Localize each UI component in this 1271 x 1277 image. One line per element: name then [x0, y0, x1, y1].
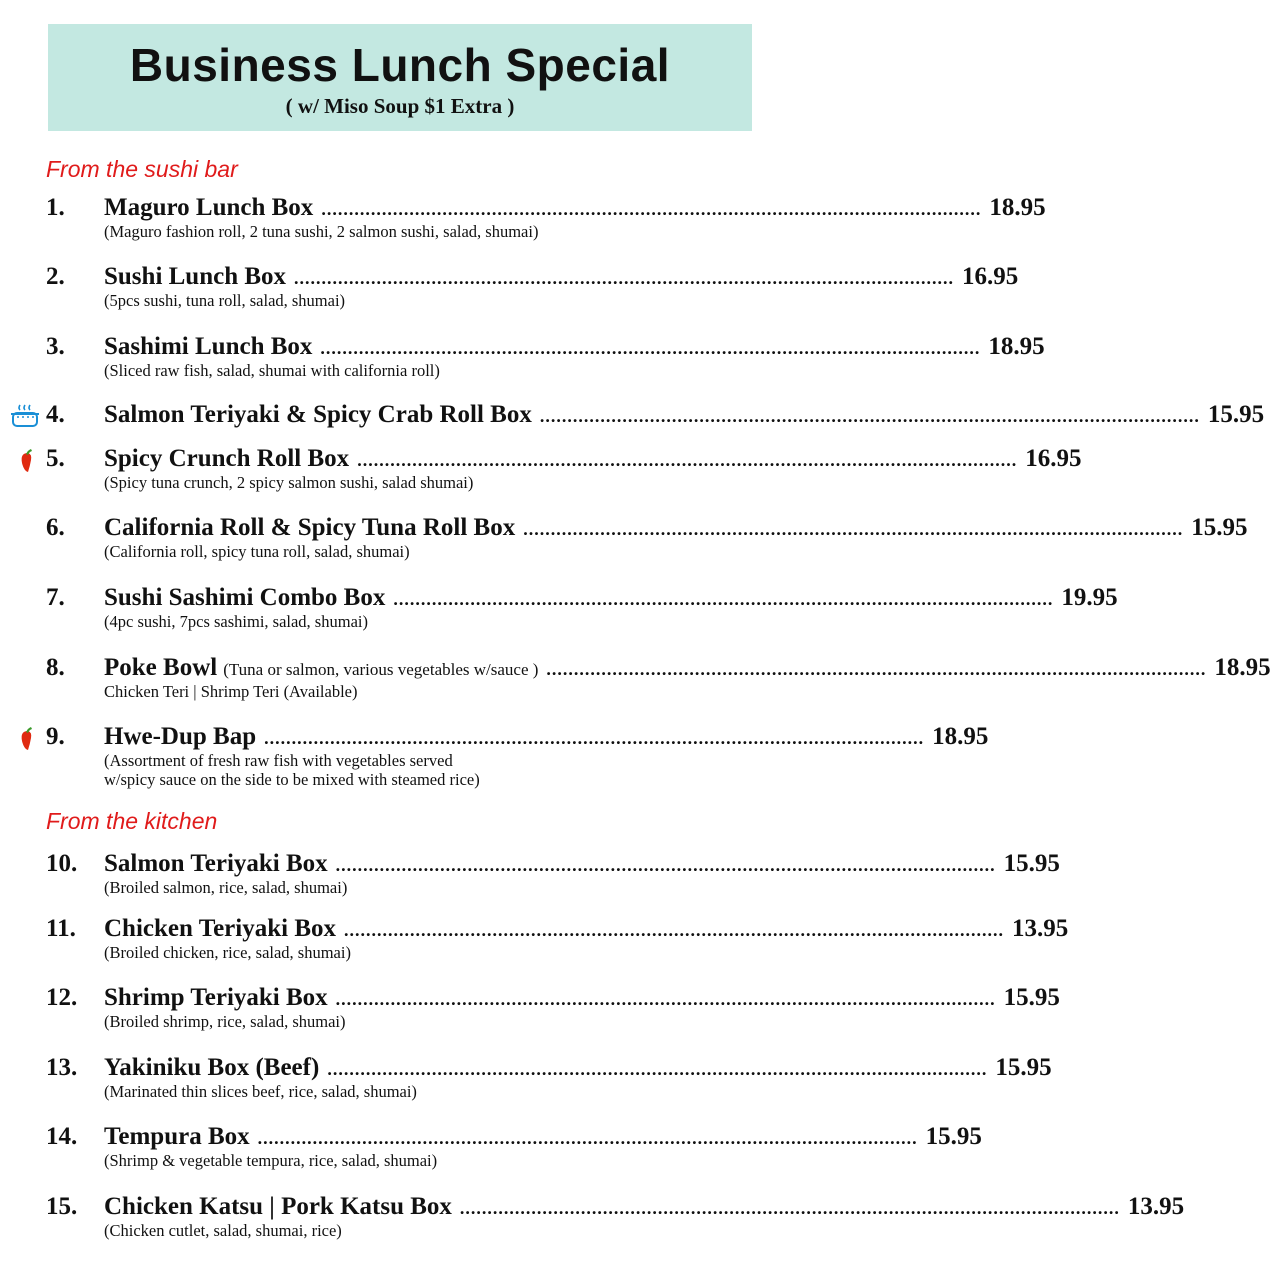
- item-name: Chicken Teriyaki Box: [104, 915, 336, 942]
- section-title-sushi-bar: From the sushi bar: [46, 156, 238, 182]
- dot-leader: ........................................................................................................................: [294, 268, 955, 288]
- item-number: 3.: [46, 333, 65, 360]
- item-name: Tempura Box: [104, 1123, 250, 1150]
- item-name: Yakiniku Box (Beef): [104, 1054, 320, 1081]
- item-price: 15.95: [1003, 850, 1060, 877]
- item-description: (Broiled salmon, rice, salad, shumai): [104, 878, 348, 897]
- item-name: California Roll & Spicy Tuna Roll Box: [104, 514, 516, 541]
- dot-leader: ........................................................................................................................: [539, 406, 1200, 426]
- item-number: 14.: [46, 1123, 78, 1150]
- item-number: 8.: [46, 654, 65, 681]
- item-number: 4.: [46, 401, 65, 428]
- item-price: 18.95: [932, 723, 989, 750]
- item-description: (California roll, spicy tuna roll, salad, shumai): [104, 542, 410, 561]
- item-price: 18.95: [989, 194, 1046, 221]
- dot-leader: ........................................................................................................................: [320, 338, 981, 358]
- item-note: (Tuna or salmon, various vegetables w/sauce ): [223, 660, 539, 679]
- dot-leader: ........................................................................................................................: [546, 659, 1207, 679]
- item-number: 2.: [46, 263, 65, 290]
- item-number: 15.: [46, 1193, 78, 1220]
- item-price: 18.95: [988, 333, 1045, 360]
- item-price: 15.95: [1191, 514, 1248, 541]
- item-description: Chicken Teri | Shrimp Teri (Available): [104, 682, 358, 701]
- dot-leader: ........................................................................................................................: [257, 1128, 918, 1148]
- dot-leader: ........................................................................................................................: [393, 589, 1054, 609]
- item-name: Sushi Lunch Box: [104, 263, 287, 290]
- dot-leader: ........................................................................................................................: [335, 989, 996, 1009]
- item-description: (Chicken cutlet, salad, shumai, rice): [104, 1221, 342, 1240]
- item-description: (Broiled shrimp, rice, salad, shumai): [104, 1012, 346, 1031]
- item-name: Salmon Teriyaki & Spicy Crab Roll Box: [104, 401, 532, 428]
- item-number: 1.: [46, 194, 65, 221]
- item-name: Salmon Teriyaki Box: [104, 850, 328, 877]
- menu-subtitle: ( w/ Miso Soup $1 Extra ): [285, 94, 515, 118]
- item-price: 15.95: [925, 1123, 982, 1150]
- item-name: Spicy Crunch Roll Box: [104, 445, 350, 472]
- item-description: (Broiled chicken, rice, salad, shumai): [104, 943, 351, 962]
- item-description: (Sliced raw fish, salad, shumai with california roll): [104, 361, 440, 380]
- item-description: (Shrimp & vegetable tempura, rice, salad, shumai): [104, 1151, 438, 1170]
- item-number: 12.: [46, 984, 78, 1011]
- item-name: Hwe-Dup Bap: [104, 723, 257, 750]
- item-number: 10.: [46, 850, 78, 877]
- item-name: Sushi Sashimi Combo Box: [104, 584, 386, 611]
- dot-leader: ........................................................................................................................: [264, 728, 925, 748]
- item-name: Maguro Lunch Box: [104, 194, 314, 221]
- item-description: (4pc sushi, 7pcs sashimi, salad, shumai): [104, 612, 368, 631]
- dot-leader: ........................................................................................................................: [344, 920, 1004, 940]
- item-number: 9.: [46, 723, 65, 750]
- item-name: Chicken Katsu | Pork Katsu Box: [104, 1193, 452, 1220]
- item-description: (Assortment of fresh raw fish with vegetables served w/spicy sauce on the side to be mixed with steamed rice): [104, 751, 480, 789]
- item-description: (Marinated thin slices beef, rice, salad, shumai): [104, 1082, 417, 1101]
- item-price: 18.95: [1214, 654, 1271, 681]
- dot-leader: ........................................................................................................................: [523, 519, 1184, 539]
- dot-leader: ........................................................................................................................: [459, 1198, 1120, 1218]
- item-price: 15.95: [995, 1054, 1052, 1081]
- item-description: (Maguro fashion roll, 2 tuna sushi, 2 salmon sushi, salad, shumai): [104, 222, 539, 241]
- dot-leader: ........................................................................................................................: [357, 450, 1018, 470]
- dot-leader: ........................................................................................................................: [335, 855, 996, 875]
- item-price: 13.95: [1127, 1193, 1185, 1220]
- item-price: 15.95: [1003, 984, 1060, 1011]
- dot-leader: ........................................................................................................................: [321, 199, 982, 219]
- menu-title: Business Lunch Special: [129, 39, 671, 91]
- item-price: 16.95: [962, 263, 1019, 290]
- section-title-kitchen: From the kitchen: [46, 808, 218, 834]
- menu-header: [48, 24, 752, 131]
- item-name: Sashimi Lunch Box: [104, 333, 313, 360]
- item-number: 5.: [46, 445, 65, 472]
- item-price: 13.95: [1012, 915, 1069, 942]
- dot-leader: ........................................................................................................................: [327, 1059, 988, 1079]
- item-price: 16.95: [1025, 445, 1082, 472]
- item-number: 11.: [46, 915, 76, 942]
- item-price: 19.95: [1061, 584, 1118, 611]
- item-description: (Spicy tuna crunch, 2 spicy salmon sushi, salad shumai): [104, 473, 474, 492]
- item-number: 7.: [46, 584, 65, 611]
- item-number: 13.: [46, 1054, 78, 1081]
- item-price: 15.95: [1207, 401, 1265, 428]
- item-description: (5pcs sushi, tuna roll, salad, shumai): [104, 291, 346, 310]
- item-name: Shrimp Teriyaki Box: [104, 984, 328, 1011]
- item-name: Poke Bowl: [104, 654, 218, 681]
- item-number: 6.: [46, 514, 65, 541]
